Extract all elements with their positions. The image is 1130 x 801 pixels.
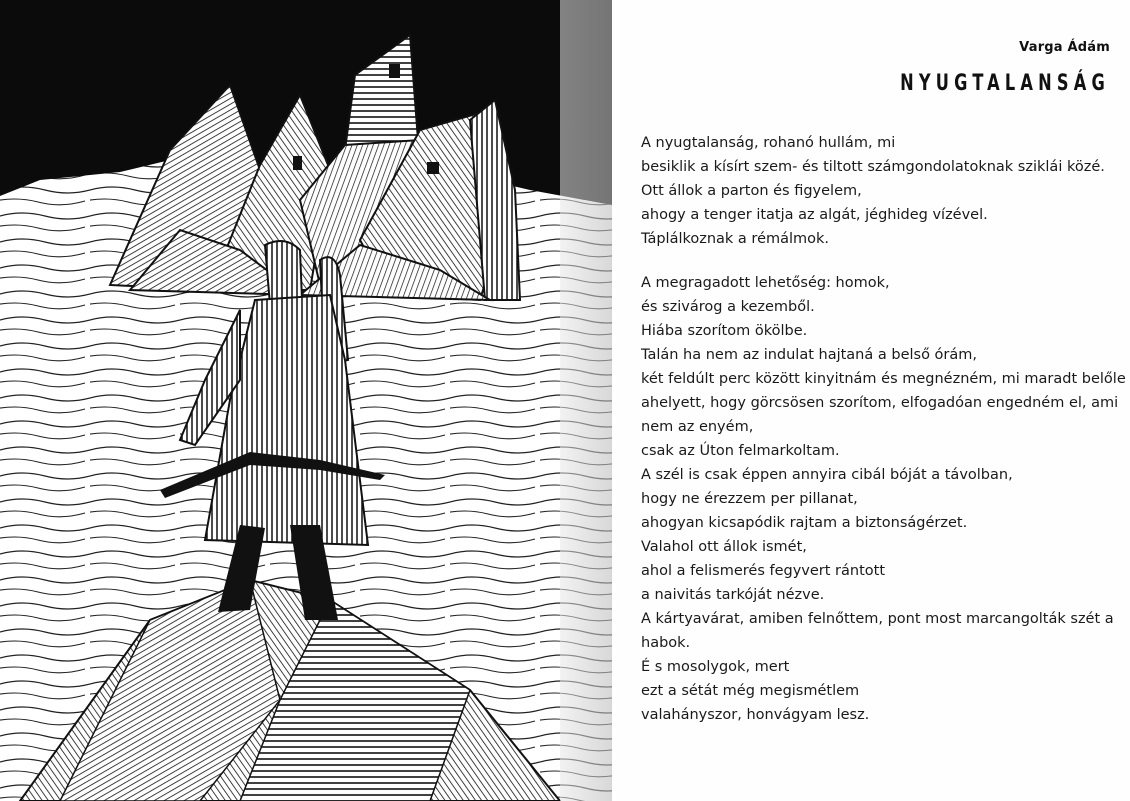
poem-line: Talán ha nem az indulat hajtaná a belső órám, [641, 347, 978, 363]
poem-line: hogy ne érezzem per pillanat, [641, 491, 858, 507]
poem-line: ahol a felismerés fegyvert rántott [641, 563, 886, 579]
poem-line: habok. [641, 635, 691, 651]
stanza-1 [641, 131, 1130, 251]
poem-line: és szivárog a kezemből. [641, 299, 815, 315]
poem-line: É s mosolygok, mert [641, 659, 790, 675]
stanza-gap [641, 251, 1130, 271]
stanza-2 [641, 271, 1130, 727]
poem-line: nem az enyém, [641, 419, 754, 435]
poem-line: két feldúlt perc között kinyitnám és megnézném, mi maradt belőle [641, 371, 1126, 387]
poem-line: Ott állok a parton és figyelem, [641, 183, 862, 199]
poem-line: csak az Úton felmarkoltam. [641, 443, 840, 459]
poem-title: NYUGTALANSÁG [900, 70, 1110, 97]
poem-line: a naivitás tarkóját nézve. [641, 587, 825, 603]
poem-body [641, 131, 1130, 727]
poem-line: A nyugtalanság, rohanó hullám, mi [641, 135, 896, 151]
poem-line: ezt a sétát még megismétlem [641, 683, 860, 699]
poem-line: Valahol ott állok ismét, [641, 539, 807, 555]
poem-line: besiklik a kísírt szem- és tiltott számgondolatoknak sziklái közé. [641, 159, 1105, 175]
poem-line: A kártyavárat, amiben felnőttem, pont most marcangolták szét a [641, 611, 1114, 627]
poem-page [612, 0, 1130, 801]
poem-line: ahogyan kicsapódik rajtam a biztonságérzet. [641, 515, 968, 531]
poem-line: ahelyett, hogy görcsösen szorítom, elfogadóan engedném el, ami [641, 395, 1119, 411]
poem-line: Hiába szorítom ökölbe. [641, 323, 808, 339]
poem-line: valahányszor, honvágyam lesz. [641, 707, 870, 723]
author-name: Varga Ádám [1019, 40, 1110, 55]
poem-line: A megragadott lehetőség: homok, [641, 275, 890, 291]
poem-line: Táplálkoznak a rémálmok. [641, 231, 830, 247]
poem-line: ahogy a tenger itatja az algát, jéghideg vízével. [641, 207, 988, 223]
poem-line: A szél is csak éppen annyira cibál bóját a távolban, [641, 467, 1013, 483]
